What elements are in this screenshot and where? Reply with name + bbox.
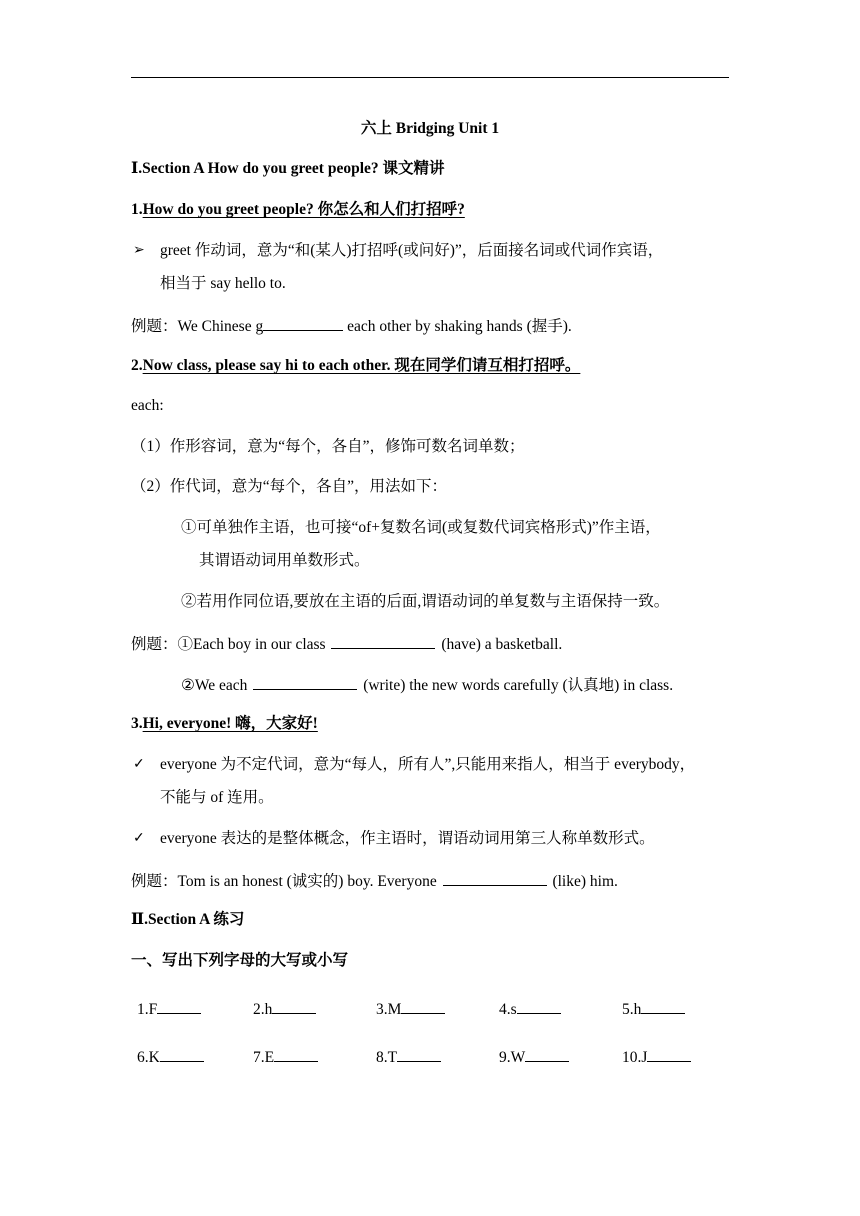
item-1-heading bbox=[131, 200, 465, 220]
item-1-heading-text: How do you greet people? 你怎么和人们打招呼? bbox=[142, 201, 465, 218]
checkmark-bullet-icon: ✓ bbox=[133, 757, 145, 772]
letter-answer-blank[interactable] bbox=[272, 998, 316, 1014]
letter-item bbox=[253, 998, 318, 1020]
letter-item bbox=[137, 1046, 206, 1068]
letter-prompt: 2.h bbox=[253, 1001, 273, 1018]
letter-answer-blank[interactable] bbox=[647, 1046, 691, 1062]
letter-prompt: 1.F bbox=[137, 1001, 158, 1018]
item-3-example-prefix: 例题：Tom is an honest (诚实的) boy. Everyone bbox=[131, 873, 441, 890]
item-2-example-2 bbox=[181, 674, 673, 696]
item-2-example-2-suffix: (write) the new words carefully (认真地) in class. bbox=[359, 677, 674, 694]
item-3-example-suffix: (like) him. bbox=[548, 873, 618, 890]
item-2-number: 2. bbox=[131, 357, 143, 374]
everyone-explanation-line-1: everyone 为不定代词，意为“每人，所有人”,只能用来指人，相当于 everybody， bbox=[160, 756, 696, 773]
item-3-heading-text: Hi, everyone! 嗨，大家好! bbox=[142, 715, 318, 732]
item-1-number: 1. bbox=[131, 201, 143, 218]
each-usage-2: （2）作代词，意为“每个，各自”，用法如下： bbox=[131, 478, 448, 495]
item-2-example-1-prefix: 例题：①Each boy in our class bbox=[131, 636, 330, 653]
letter-prompt: 4.s bbox=[499, 1001, 517, 1018]
each-sub-usage-1-line-1: ①可单独作主语，也可接“of+复数名词(或复数代词宾格形式)”作主语， bbox=[181, 519, 661, 536]
letter-prompt: 8.T bbox=[376, 1049, 398, 1066]
item-3-heading bbox=[131, 714, 318, 734]
section-1-heading: Ⅰ.Section A How do you greet people? 课文精讲 bbox=[131, 160, 445, 177]
each-usage-1: （1）作形容词，意为“每个，各自”，修饰可数名词单数； bbox=[131, 438, 525, 455]
letter-prompt: 5.h bbox=[622, 1001, 642, 1018]
letter-prompt: 6.K bbox=[137, 1049, 160, 1066]
letter-item bbox=[622, 1046, 693, 1068]
letter-item bbox=[499, 1046, 571, 1068]
letter-answer-blank[interactable] bbox=[274, 1046, 318, 1062]
item-1-example-prefix: 例题：We Chinese g bbox=[131, 318, 264, 335]
letter-answer-blank[interactable] bbox=[641, 998, 685, 1014]
each-sub-usage-1-line-2: 其谓语动词用单数形式。 bbox=[199, 552, 370, 569]
item-3-example bbox=[131, 870, 618, 892]
letter-answer-blank[interactable] bbox=[160, 1046, 204, 1062]
answer-blank-greet[interactable] bbox=[263, 315, 343, 331]
answer-blank-write[interactable] bbox=[253, 674, 357, 690]
letter-item bbox=[376, 1046, 443, 1068]
item-3-number: 3. bbox=[131, 715, 143, 732]
letter-item bbox=[622, 998, 687, 1020]
letters-row-2 bbox=[131, 1046, 731, 1066]
item-2-heading-text: Now class, please say hi to each other. 现在同学们请互相打招呼。 bbox=[142, 357, 581, 374]
document-title: 六上 Bridging Unit 1 bbox=[360, 120, 500, 137]
letters-row-1 bbox=[131, 998, 731, 1018]
answer-blank-like[interactable] bbox=[443, 870, 547, 886]
letter-item bbox=[376, 998, 447, 1020]
letter-prompt: 9.W bbox=[499, 1049, 526, 1066]
item-1-example-suffix: each other by shaking hands (握手). bbox=[343, 318, 572, 335]
letter-answer-blank[interactable] bbox=[157, 998, 201, 1014]
item-2-heading bbox=[131, 356, 580, 376]
letter-item bbox=[253, 1046, 320, 1068]
letter-prompt: 7.E bbox=[253, 1049, 275, 1066]
letter-prompt: 10.J bbox=[622, 1049, 648, 1066]
checkmark-bullet-icon: ✓ bbox=[133, 831, 145, 846]
arrow-bullet-icon: ➢ bbox=[133, 243, 145, 258]
item-2-example-1 bbox=[131, 633, 562, 655]
section-2-heading: Ⅱ.Section A 练习 bbox=[131, 911, 245, 928]
each-sub-usage-2: ②若用作同位语,要放在主语的后面,谓语动词的单复数与主语保持一致。 bbox=[181, 593, 670, 610]
letter-item bbox=[137, 998, 203, 1020]
greet-explanation-line-1: greet 作动词，意为“和(某人)打招呼(或问好)”，后面接名词或代词作宾语， bbox=[160, 242, 664, 259]
letter-answer-blank[interactable] bbox=[401, 998, 445, 1014]
item-2-example-2-prefix: ②We each bbox=[181, 677, 252, 694]
letter-prompt: 3.M bbox=[376, 1001, 402, 1018]
exercise-heading: 一、写出下列字母的大写或小写 bbox=[131, 952, 349, 969]
everyone-explanation-line-2: 不能与 of 连用。 bbox=[160, 789, 274, 806]
answer-blank-have[interactable] bbox=[331, 633, 435, 649]
greet-explanation-line-2: 相当于 say hello to. bbox=[160, 275, 286, 292]
item-1-example bbox=[131, 315, 572, 337]
letter-answer-blank[interactable] bbox=[517, 998, 561, 1014]
letter-answer-blank[interactable] bbox=[525, 1046, 569, 1062]
everyone-explanation-2: everyone 表达的是整体概念，作主语时，谓语动词用第三人称单数形式。 bbox=[160, 830, 655, 847]
item-2-example-1-suffix: (have) a basketball. bbox=[437, 636, 563, 653]
header-rule bbox=[131, 77, 729, 78]
letter-answer-blank[interactable] bbox=[397, 1046, 441, 1062]
each-label: each: bbox=[131, 397, 164, 414]
letter-item bbox=[499, 998, 563, 1020]
